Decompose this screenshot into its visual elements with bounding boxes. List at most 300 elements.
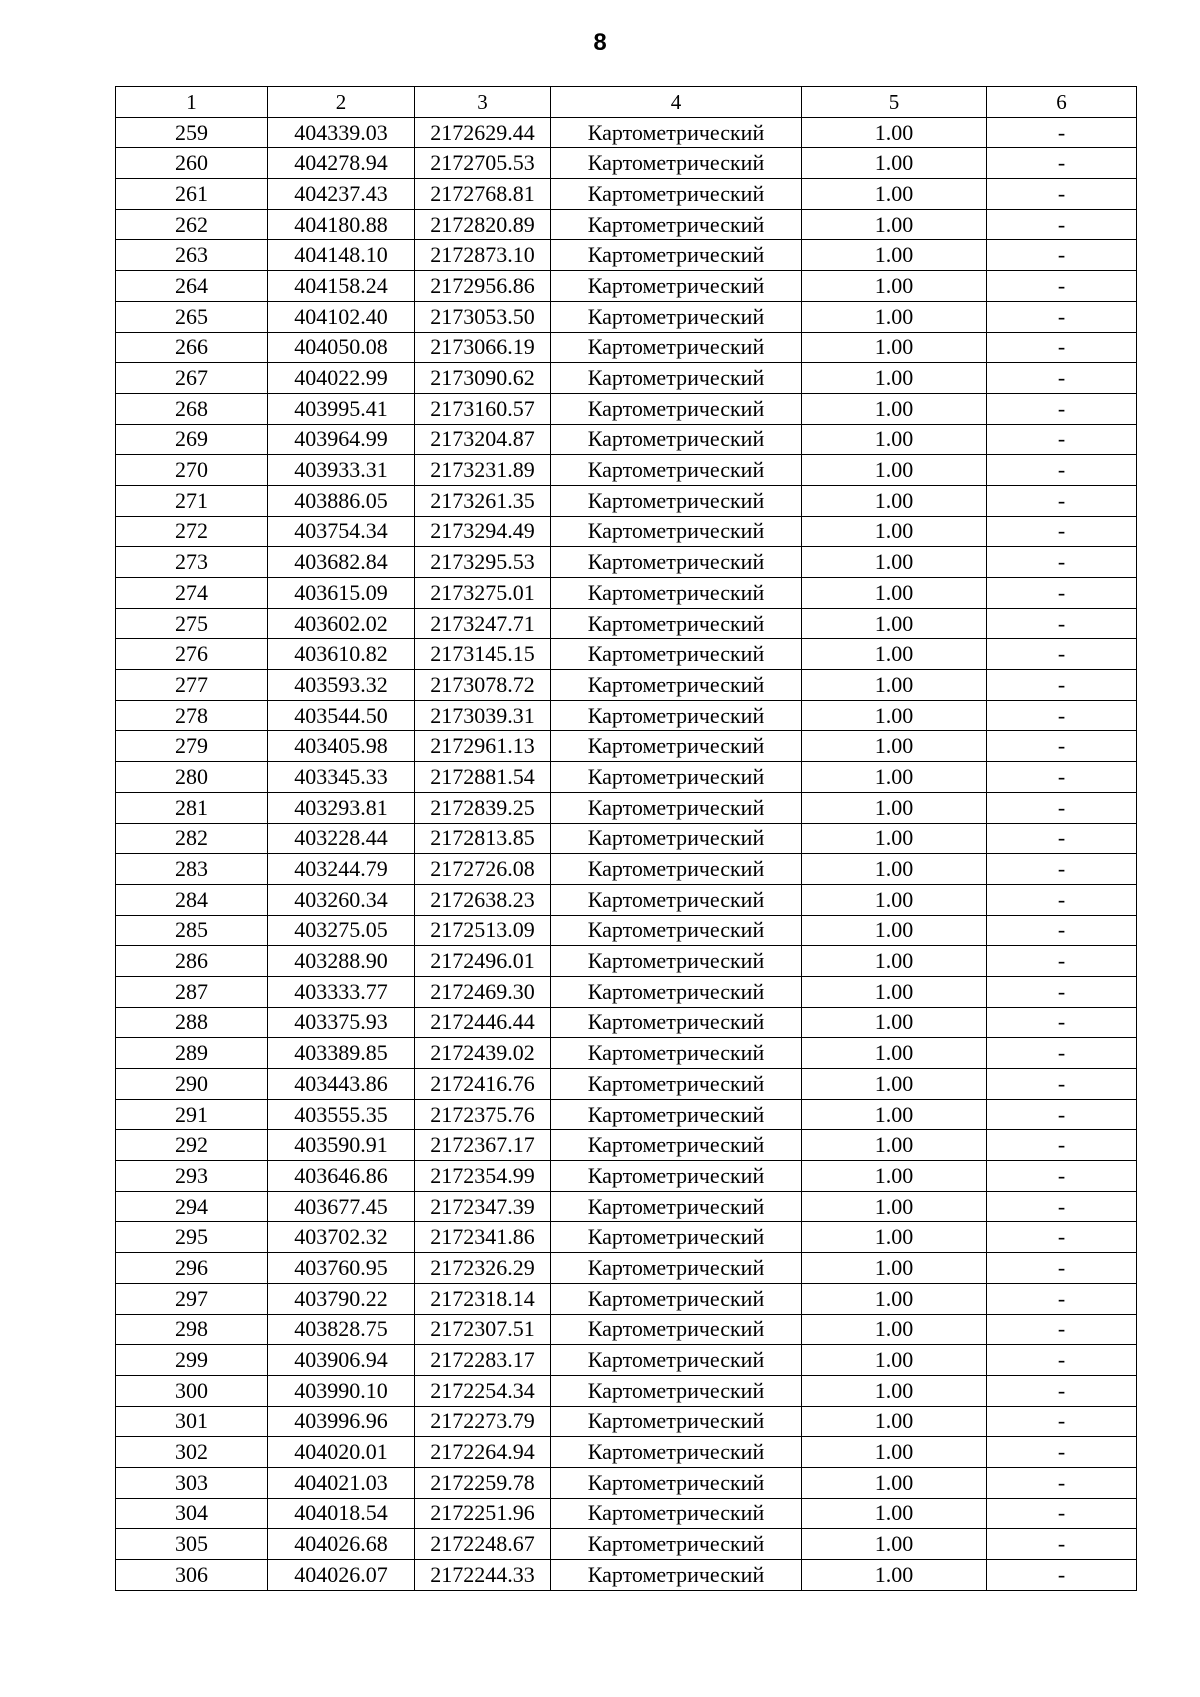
cell-point-number: 286 xyxy=(116,946,268,977)
cell-y-coordinate: 2172341.86 xyxy=(415,1222,551,1253)
cell-accuracy: 1.00 xyxy=(802,363,987,394)
cell-x-coordinate: 404018.54 xyxy=(268,1498,415,1529)
cell-x-coordinate: 403886.05 xyxy=(268,485,415,516)
cell-accuracy: 1.00 xyxy=(802,209,987,240)
coordinates-table xyxy=(115,86,1137,1591)
cell-y-coordinate: 2172367.17 xyxy=(415,1130,551,1161)
cell-note: - xyxy=(987,823,1137,854)
cell-method: Картометрический xyxy=(551,1406,802,1437)
cell-point-number: 274 xyxy=(116,578,268,609)
cell-method: Картометрический xyxy=(551,1099,802,1130)
table-header xyxy=(116,87,1137,118)
cell-x-coordinate: 403933.31 xyxy=(268,455,415,486)
cell-x-coordinate: 403602.02 xyxy=(268,608,415,639)
table-row xyxy=(116,148,1137,179)
cell-y-coordinate: 2172881.54 xyxy=(415,762,551,793)
cell-y-coordinate: 2172726.08 xyxy=(415,854,551,885)
cell-x-coordinate: 403228.44 xyxy=(268,823,415,854)
cell-y-coordinate: 2172244.33 xyxy=(415,1560,551,1591)
table-row xyxy=(116,1161,1137,1192)
cell-point-number: 301 xyxy=(116,1406,268,1437)
cell-accuracy: 1.00 xyxy=(802,1253,987,1284)
table-row xyxy=(116,271,1137,302)
column-header-2: 2 xyxy=(268,87,415,118)
table-row xyxy=(116,976,1137,1007)
cell-note: - xyxy=(987,946,1137,977)
cell-method: Картометрический xyxy=(551,1283,802,1314)
cell-x-coordinate: 403375.93 xyxy=(268,1007,415,1038)
table-row xyxy=(116,1253,1137,1284)
cell-point-number: 290 xyxy=(116,1069,268,1100)
cell-accuracy: 1.00 xyxy=(802,792,987,823)
cell-note: - xyxy=(987,792,1137,823)
cell-accuracy: 1.00 xyxy=(802,578,987,609)
cell-note: - xyxy=(987,608,1137,639)
cell-point-number: 261 xyxy=(116,179,268,210)
cell-note: - xyxy=(987,854,1137,885)
cell-y-coordinate: 2172347.39 xyxy=(415,1191,551,1222)
cell-note: - xyxy=(987,301,1137,332)
table-row xyxy=(116,209,1137,240)
cell-method: Картометрический xyxy=(551,547,802,578)
cell-y-coordinate: 2173204.87 xyxy=(415,424,551,455)
cell-x-coordinate: 404237.43 xyxy=(268,179,415,210)
cell-point-number: 292 xyxy=(116,1130,268,1161)
cell-method: Картометрический xyxy=(551,1161,802,1192)
cell-method: Картометрический xyxy=(551,1467,802,1498)
cell-method: Картометрический xyxy=(551,1007,802,1038)
cell-point-number: 266 xyxy=(116,332,268,363)
cell-x-coordinate: 403260.34 xyxy=(268,884,415,915)
cell-note: - xyxy=(987,1375,1137,1406)
cell-method: Картометрический xyxy=(551,1069,802,1100)
cell-accuracy: 1.00 xyxy=(802,1099,987,1130)
table-row xyxy=(116,393,1137,424)
cell-method: Картометрический xyxy=(551,884,802,915)
table-row xyxy=(116,1437,1137,1468)
cell-accuracy: 1.00 xyxy=(802,639,987,670)
page-number: 8 xyxy=(593,29,607,56)
cell-y-coordinate: 2172375.76 xyxy=(415,1099,551,1130)
cell-method: Картометрический xyxy=(551,1130,802,1161)
table-row xyxy=(116,700,1137,731)
table-row xyxy=(116,516,1137,547)
cell-point-number: 259 xyxy=(116,117,268,148)
cell-x-coordinate: 403682.84 xyxy=(268,547,415,578)
cell-x-coordinate: 403790.22 xyxy=(268,1283,415,1314)
table-row xyxy=(116,639,1137,670)
table-row xyxy=(116,608,1137,639)
cell-note: - xyxy=(987,179,1137,210)
cell-x-coordinate: 403443.86 xyxy=(268,1069,415,1100)
cell-x-coordinate: 403288.90 xyxy=(268,946,415,977)
cell-method: Картометрический xyxy=(551,731,802,762)
cell-method: Картометрический xyxy=(551,854,802,885)
cell-x-coordinate: 404339.03 xyxy=(268,117,415,148)
table-row xyxy=(116,578,1137,609)
cell-x-coordinate: 403544.50 xyxy=(268,700,415,731)
cell-accuracy: 1.00 xyxy=(802,1161,987,1192)
cell-method: Картометрический xyxy=(551,1560,802,1591)
cell-x-coordinate: 404026.68 xyxy=(268,1529,415,1560)
cell-point-number: 299 xyxy=(116,1345,268,1376)
cell-accuracy: 1.00 xyxy=(802,1529,987,1560)
cell-note: - xyxy=(987,117,1137,148)
cell-y-coordinate: 2172264.94 xyxy=(415,1437,551,1468)
cell-point-number: 285 xyxy=(116,915,268,946)
cell-point-number: 293 xyxy=(116,1161,268,1192)
cell-x-coordinate: 403293.81 xyxy=(268,792,415,823)
cell-accuracy: 1.00 xyxy=(802,393,987,424)
cell-y-coordinate: 2173145.15 xyxy=(415,639,551,670)
cell-method: Картометрический xyxy=(551,1375,802,1406)
cell-method: Картометрический xyxy=(551,1437,802,1468)
cell-note: - xyxy=(987,148,1137,179)
cell-y-coordinate: 2172354.99 xyxy=(415,1161,551,1192)
table-row xyxy=(116,1467,1137,1498)
cell-x-coordinate: 403760.95 xyxy=(268,1253,415,1284)
cell-point-number: 298 xyxy=(116,1314,268,1345)
column-header-5: 5 xyxy=(802,87,987,118)
cell-note: - xyxy=(987,1437,1137,1468)
table-row xyxy=(116,455,1137,486)
cell-point-number: 300 xyxy=(116,1375,268,1406)
cell-note: - xyxy=(987,762,1137,793)
cell-point-number: 283 xyxy=(116,854,268,885)
cell-point-number: 279 xyxy=(116,731,268,762)
cell-accuracy: 1.00 xyxy=(802,946,987,977)
cell-x-coordinate: 403590.91 xyxy=(268,1130,415,1161)
cell-note: - xyxy=(987,485,1137,516)
cell-method: Картометрический xyxy=(551,332,802,363)
cell-y-coordinate: 2172283.17 xyxy=(415,1345,551,1376)
cell-note: - xyxy=(987,1099,1137,1130)
cell-note: - xyxy=(987,1283,1137,1314)
cell-accuracy: 1.00 xyxy=(802,976,987,1007)
cell-method: Картометрический xyxy=(551,424,802,455)
cell-y-coordinate: 2173039.31 xyxy=(415,700,551,731)
cell-x-coordinate: 403615.09 xyxy=(268,578,415,609)
cell-x-coordinate: 404020.01 xyxy=(268,1437,415,1468)
cell-x-coordinate: 403610.82 xyxy=(268,639,415,670)
cell-accuracy: 1.00 xyxy=(802,762,987,793)
cell-method: Картометрический xyxy=(551,823,802,854)
cell-accuracy: 1.00 xyxy=(802,670,987,701)
cell-point-number: 302 xyxy=(116,1437,268,1468)
cell-note: - xyxy=(987,271,1137,302)
cell-accuracy: 1.00 xyxy=(802,1069,987,1100)
cell-point-number: 287 xyxy=(116,976,268,1007)
cell-point-number: 305 xyxy=(116,1529,268,1560)
cell-note: - xyxy=(987,1560,1137,1591)
cell-method: Картометрический xyxy=(551,117,802,148)
cell-method: Картометрический xyxy=(551,976,802,1007)
cell-note: - xyxy=(987,1406,1137,1437)
cell-accuracy: 1.00 xyxy=(802,271,987,302)
cell-y-coordinate: 2173160.57 xyxy=(415,393,551,424)
cell-method: Картометрический xyxy=(551,1498,802,1529)
cell-y-coordinate: 2172251.96 xyxy=(415,1498,551,1529)
cell-note: - xyxy=(987,1345,1137,1376)
cell-accuracy: 1.00 xyxy=(802,731,987,762)
cell-x-coordinate: 404021.03 xyxy=(268,1467,415,1498)
cell-note: - xyxy=(987,670,1137,701)
cell-x-coordinate: 403389.85 xyxy=(268,1038,415,1069)
cell-x-coordinate: 404278.94 xyxy=(268,148,415,179)
table-body xyxy=(116,117,1137,1590)
cell-x-coordinate: 403405.98 xyxy=(268,731,415,762)
table-row xyxy=(116,1007,1137,1038)
cell-note: - xyxy=(987,363,1137,394)
cell-note: - xyxy=(987,976,1137,1007)
cell-note: - xyxy=(987,1161,1137,1192)
table-row xyxy=(116,301,1137,332)
cell-point-number: 262 xyxy=(116,209,268,240)
cell-point-number: 291 xyxy=(116,1099,268,1130)
cell-accuracy: 1.00 xyxy=(802,455,987,486)
table-row xyxy=(116,332,1137,363)
cell-y-coordinate: 2172318.14 xyxy=(415,1283,551,1314)
table-row xyxy=(116,670,1137,701)
cell-x-coordinate: 404158.24 xyxy=(268,271,415,302)
cell-x-coordinate: 403996.96 xyxy=(268,1406,415,1437)
cell-y-coordinate: 2172820.89 xyxy=(415,209,551,240)
cell-point-number: 280 xyxy=(116,762,268,793)
cell-point-number: 306 xyxy=(116,1560,268,1591)
table-row xyxy=(116,363,1137,394)
cell-accuracy: 1.00 xyxy=(802,179,987,210)
cell-y-coordinate: 2173053.50 xyxy=(415,301,551,332)
cell-y-coordinate: 2172705.53 xyxy=(415,148,551,179)
cell-note: - xyxy=(987,1130,1137,1161)
cell-method: Картометрический xyxy=(551,179,802,210)
table-row xyxy=(116,424,1137,455)
cell-accuracy: 1.00 xyxy=(802,332,987,363)
table-row xyxy=(116,1222,1137,1253)
table-row xyxy=(116,915,1137,946)
cell-note: - xyxy=(987,1007,1137,1038)
cell-method: Картометрический xyxy=(551,792,802,823)
cell-method: Картометрический xyxy=(551,240,802,271)
table-row xyxy=(116,1345,1137,1376)
cell-y-coordinate: 2172254.34 xyxy=(415,1375,551,1406)
cell-accuracy: 1.00 xyxy=(802,1560,987,1591)
cell-y-coordinate: 2172629.44 xyxy=(415,117,551,148)
cell-note: - xyxy=(987,1253,1137,1284)
cell-method: Картометрический xyxy=(551,578,802,609)
cell-method: Картометрический xyxy=(551,608,802,639)
cell-point-number: 267 xyxy=(116,363,268,394)
cell-method: Картометрический xyxy=(551,363,802,394)
cell-method: Картометрический xyxy=(551,1253,802,1284)
cell-point-number: 294 xyxy=(116,1191,268,1222)
cell-method: Картометрический xyxy=(551,209,802,240)
cell-x-coordinate: 403702.32 xyxy=(268,1222,415,1253)
table-row xyxy=(116,762,1137,793)
cell-point-number: 273 xyxy=(116,547,268,578)
cell-accuracy: 1.00 xyxy=(802,1130,987,1161)
cell-x-coordinate: 404022.99 xyxy=(268,363,415,394)
cell-x-coordinate: 403677.45 xyxy=(268,1191,415,1222)
table-row xyxy=(116,1529,1137,1560)
cell-accuracy: 1.00 xyxy=(802,884,987,915)
cell-method: Картометрический xyxy=(551,1038,802,1069)
cell-method: Картометрический xyxy=(551,485,802,516)
cell-y-coordinate: 2172439.02 xyxy=(415,1038,551,1069)
cell-x-coordinate: 403990.10 xyxy=(268,1375,415,1406)
cell-accuracy: 1.00 xyxy=(802,1038,987,1069)
table-row xyxy=(116,117,1137,148)
cell-point-number: 264 xyxy=(116,271,268,302)
column-header-6: 6 xyxy=(987,87,1137,118)
cell-point-number: 269 xyxy=(116,424,268,455)
cell-x-coordinate: 403646.86 xyxy=(268,1161,415,1192)
cell-y-coordinate: 2172873.10 xyxy=(415,240,551,271)
cell-y-coordinate: 2172307.51 xyxy=(415,1314,551,1345)
cell-x-coordinate: 404102.40 xyxy=(268,301,415,332)
cell-accuracy: 1.00 xyxy=(802,854,987,885)
cell-x-coordinate: 404180.88 xyxy=(268,209,415,240)
cell-x-coordinate: 403345.33 xyxy=(268,762,415,793)
cell-method: Картометрический xyxy=(551,301,802,332)
cell-accuracy: 1.00 xyxy=(802,424,987,455)
cell-method: Картометрический xyxy=(551,1222,802,1253)
table-row xyxy=(116,1406,1137,1437)
cell-x-coordinate: 403333.77 xyxy=(268,976,415,1007)
cell-accuracy: 1.00 xyxy=(802,485,987,516)
cell-note: - xyxy=(987,731,1137,762)
cell-note: - xyxy=(987,915,1137,946)
cell-accuracy: 1.00 xyxy=(802,1345,987,1376)
cell-accuracy: 1.00 xyxy=(802,823,987,854)
cell-note: - xyxy=(987,393,1137,424)
table-row xyxy=(116,792,1137,823)
table-row xyxy=(116,1314,1137,1345)
cell-note: - xyxy=(987,209,1137,240)
cell-accuracy: 1.00 xyxy=(802,1191,987,1222)
cell-point-number: 282 xyxy=(116,823,268,854)
cell-x-coordinate: 403275.05 xyxy=(268,915,415,946)
cell-y-coordinate: 2172326.29 xyxy=(415,1253,551,1284)
cell-point-number: 288 xyxy=(116,1007,268,1038)
cell-point-number: 284 xyxy=(116,884,268,915)
cell-point-number: 276 xyxy=(116,639,268,670)
cell-y-coordinate: 2173294.49 xyxy=(415,516,551,547)
cell-note: - xyxy=(987,1222,1137,1253)
cell-note: - xyxy=(987,547,1137,578)
cell-y-coordinate: 2172956.86 xyxy=(415,271,551,302)
cell-note: - xyxy=(987,639,1137,670)
cell-accuracy: 1.00 xyxy=(802,1283,987,1314)
header-row xyxy=(116,87,1137,118)
table-row xyxy=(116,946,1137,977)
table-row xyxy=(116,1283,1137,1314)
cell-point-number: 295 xyxy=(116,1222,268,1253)
cell-point-number: 263 xyxy=(116,240,268,271)
cell-x-coordinate: 404050.08 xyxy=(268,332,415,363)
cell-x-coordinate: 403995.41 xyxy=(268,393,415,424)
cell-x-coordinate: 403964.99 xyxy=(268,424,415,455)
cell-x-coordinate: 403828.75 xyxy=(268,1314,415,1345)
cell-method: Картометрический xyxy=(551,639,802,670)
cell-x-coordinate: 403906.94 xyxy=(268,1345,415,1376)
cell-y-coordinate: 2173275.01 xyxy=(415,578,551,609)
cell-accuracy: 1.00 xyxy=(802,1222,987,1253)
cell-method: Картометрический xyxy=(551,670,802,701)
cell-point-number: 272 xyxy=(116,516,268,547)
cell-point-number: 304 xyxy=(116,1498,268,1529)
cell-y-coordinate: 2173078.72 xyxy=(415,670,551,701)
cell-point-number: 297 xyxy=(116,1283,268,1314)
cell-x-coordinate: 404148.10 xyxy=(268,240,415,271)
cell-x-coordinate: 403593.32 xyxy=(268,670,415,701)
table-row xyxy=(116,884,1137,915)
cell-y-coordinate: 2172961.13 xyxy=(415,731,551,762)
cell-note: - xyxy=(987,455,1137,486)
cell-note: - xyxy=(987,240,1137,271)
cell-point-number: 278 xyxy=(116,700,268,731)
cell-accuracy: 1.00 xyxy=(802,1406,987,1437)
cell-point-number: 260 xyxy=(116,148,268,179)
table-row xyxy=(116,1130,1137,1161)
cell-y-coordinate: 2172496.01 xyxy=(415,946,551,977)
table-row xyxy=(116,1560,1137,1591)
cell-note: - xyxy=(987,1069,1137,1100)
table-row xyxy=(116,731,1137,762)
table-row xyxy=(116,547,1137,578)
table-row xyxy=(116,823,1137,854)
cell-accuracy: 1.00 xyxy=(802,1498,987,1529)
cell-point-number: 296 xyxy=(116,1253,268,1284)
cell-point-number: 277 xyxy=(116,670,268,701)
cell-note: - xyxy=(987,1498,1137,1529)
cell-method: Картометрический xyxy=(551,946,802,977)
table-row xyxy=(116,179,1137,210)
cell-y-coordinate: 2172839.25 xyxy=(415,792,551,823)
column-header-3: 3 xyxy=(415,87,551,118)
cell-note: - xyxy=(987,424,1137,455)
cell-note: - xyxy=(987,578,1137,609)
cell-y-coordinate: 2173261.35 xyxy=(415,485,551,516)
column-header-4: 4 xyxy=(551,87,802,118)
cell-accuracy: 1.00 xyxy=(802,1437,987,1468)
cell-point-number: 303 xyxy=(116,1467,268,1498)
table-row xyxy=(116,1099,1137,1130)
cell-y-coordinate: 2172813.85 xyxy=(415,823,551,854)
cell-note: - xyxy=(987,1529,1137,1560)
table-row xyxy=(116,1498,1137,1529)
cell-method: Картометрический xyxy=(551,148,802,179)
cell-point-number: 270 xyxy=(116,455,268,486)
cell-note: - xyxy=(987,1314,1137,1345)
cell-method: Картометрический xyxy=(551,762,802,793)
cell-method: Картометрический xyxy=(551,1529,802,1560)
cell-point-number: 289 xyxy=(116,1038,268,1069)
cell-y-coordinate: 2172638.23 xyxy=(415,884,551,915)
cell-accuracy: 1.00 xyxy=(802,1467,987,1498)
cell-note: - xyxy=(987,332,1137,363)
cell-y-coordinate: 2172446.44 xyxy=(415,1007,551,1038)
cell-point-number: 271 xyxy=(116,485,268,516)
cell-accuracy: 1.00 xyxy=(802,700,987,731)
cell-method: Картометрический xyxy=(551,1345,802,1376)
cell-accuracy: 1.00 xyxy=(802,516,987,547)
cell-method: Картометрический xyxy=(551,1314,802,1345)
cell-x-coordinate: 403244.79 xyxy=(268,854,415,885)
cell-point-number: 281 xyxy=(116,792,268,823)
table-row xyxy=(116,1375,1137,1406)
cell-y-coordinate: 2172513.09 xyxy=(415,915,551,946)
